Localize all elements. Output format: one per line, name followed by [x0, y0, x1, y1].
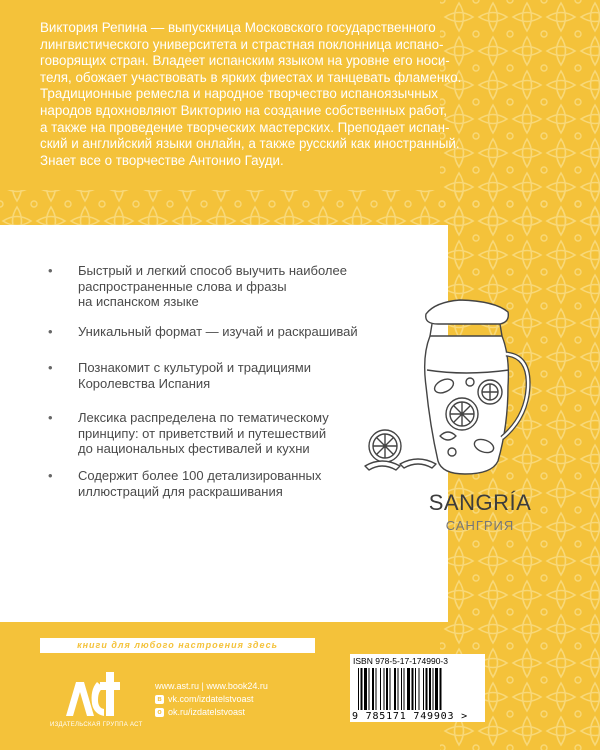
bullet-marker: • — [48, 360, 53, 375]
feature-text: на испанском языке — [78, 294, 199, 309]
feature-item — [48, 360, 311, 391]
bullet-marker: • — [48, 410, 53, 425]
bullet-marker: • — [48, 263, 53, 278]
feature-text: Королевства Испания — [78, 375, 211, 391]
sangria-jug-icon — [360, 296, 540, 486]
feature-item — [48, 410, 329, 457]
websites-link[interactable]: www.ast.ru | www.book24.ru — [155, 681, 268, 691]
bio-line: лингвистического университета и страстная поклонница испано- — [40, 36, 444, 52]
barcode-block — [350, 654, 485, 722]
bio-line: а также на проведение творческих мастерских. Преподает испан- — [40, 119, 450, 135]
feature-text: Познакомит с культурой и традициями — [78, 360, 311, 375]
vk-link[interactable]: в vk.com/izdatelstvoast — [155, 693, 268, 706]
barcode-digits: 9 785171 749903 > — [352, 711, 468, 722]
vk-icon: в — [155, 695, 164, 704]
caption-russian: САНГРИЯ — [445, 518, 515, 533]
feature-text: распространенные слова и фразы — [78, 278, 287, 294]
feature-text: Лексика распределена по тематическому — [78, 410, 329, 425]
bio-line: ский и английский языки онлайн, а также русский как иностранный. — [40, 136, 460, 152]
bio-line: Традиционные ремесла и народное творчество испаноязычных — [40, 86, 438, 102]
feature-item — [48, 324, 358, 340]
feature-text: принципу: от приветствий и путешествий — [78, 425, 327, 441]
odnoklassniki-icon: о — [155, 708, 164, 717]
ok-link[interactable]: о ok.ru/izdatelstvoast — [155, 706, 268, 719]
bio-line: говорящих стран. Владеет испанским языком на уровне его носи- — [40, 53, 450, 69]
series-tagline: книги для любого настроения здесь — [40, 638, 315, 653]
feature-text: Уникальный формат — изучай и раскрашивай — [78, 324, 358, 339]
bio-line: Виктория Репина — выпускница Московского государственного — [40, 20, 436, 35]
caption-spanish: SANGRÍA — [428, 490, 532, 515]
ast-logo-icon — [60, 668, 120, 720]
author-bio — [40, 20, 540, 169]
bio-line: Знает все о творчестве Антонио Гауди. — [40, 152, 284, 168]
feature-item — [48, 263, 347, 310]
barcode-icon — [358, 668, 476, 710]
bio-line: теля, обожает участвовать в ярких фиестах и танцевать фламенко. — [40, 69, 462, 85]
publisher-subtitle: ИЗДАТЕЛЬСКАЯ ГРУППА АСТ — [50, 722, 143, 728]
illustration-caption — [410, 490, 550, 533]
bullet-marker: • — [48, 468, 53, 483]
feature-text: Содержит более 100 детализированных — [78, 468, 322, 483]
bio-line: народов вдохновляют Викторию на создание собственных работ, — [40, 102, 447, 118]
publisher-logo — [50, 668, 143, 728]
bullet-marker: • — [48, 324, 53, 339]
feature-text: иллюстраций для раскрашивания — [78, 483, 283, 499]
feature-item — [48, 468, 321, 499]
isbn-text: ISBN 978-5-17-174990-3 — [353, 656, 448, 666]
feature-text: Быстрый и легкий способ выучить наиболее — [78, 263, 347, 278]
feature-text: до национальных фестивалей и кухни — [78, 441, 310, 456]
publisher-links — [155, 680, 268, 719]
